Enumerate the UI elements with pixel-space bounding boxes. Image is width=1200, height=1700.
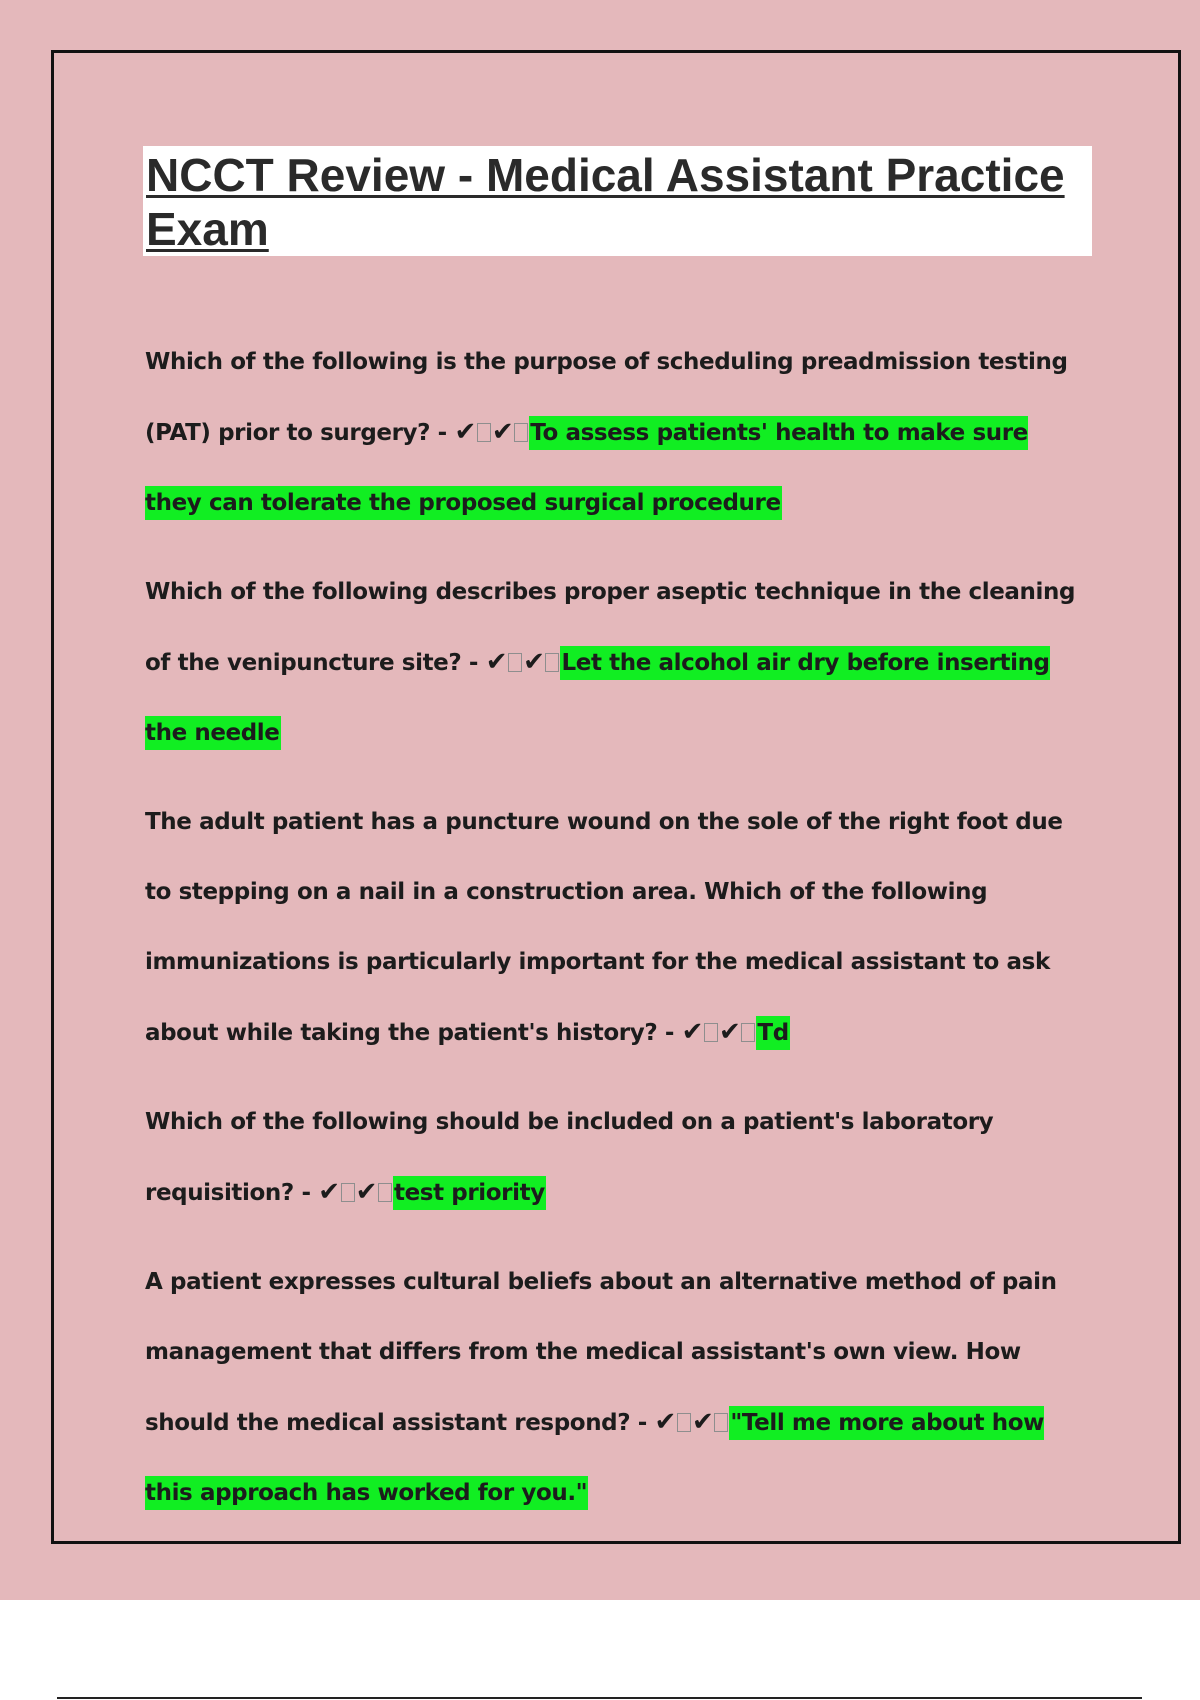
box-icon xyxy=(704,1023,718,1042)
answer-highlight: test priority xyxy=(393,1176,546,1210)
checkmark-icon: ✔ xyxy=(485,647,508,677)
page-title: NCCT Review - Medical Assistant Practice Exam xyxy=(146,149,1065,255)
qa-item xyxy=(145,787,1090,1068)
box-icon xyxy=(545,653,559,672)
answer-highlight: Let the alcohol air dry before inserting the needle xyxy=(145,646,1050,750)
question-text: Which of the following is the purpose of scheduling preadmission testing (PAT) prior to surgery? xyxy=(145,349,1068,446)
check-marks xyxy=(485,647,561,677)
box-icon xyxy=(677,1413,691,1432)
qa-item xyxy=(145,327,1090,538)
checkmark-icon: ✔ xyxy=(654,1407,676,1437)
checkmark-icon: ✔ xyxy=(454,417,476,447)
answer-separator: - xyxy=(657,1020,682,1046)
check-marks xyxy=(318,1177,393,1207)
answer-separator: - xyxy=(630,1410,655,1436)
box-icon xyxy=(477,423,491,442)
checkmark-icon: ✔ xyxy=(719,1017,741,1047)
question-text: Which of the following should be included on a patient's laboratory requisition? xyxy=(145,1109,994,1206)
qa-item xyxy=(145,1087,1090,1228)
check-marks xyxy=(454,417,529,447)
checkmark-icon: ✔ xyxy=(318,1177,340,1207)
qa-item xyxy=(145,1247,1090,1528)
checkmark-icon: ✔ xyxy=(691,1407,714,1437)
answer-highlight: To assess patients' health to make sure they can tolerate the proposed surgical procedure xyxy=(145,416,1028,520)
question-text: The adult patient has a puncture wound on the sole of the right foot due to stepping on a nail in a construction area. Which of the following immunizations is particularly important for the medical assistant to ask about while taking the patient's history? xyxy=(145,809,1063,1046)
qa-item xyxy=(145,557,1090,768)
answer-separator: - xyxy=(293,1180,319,1206)
checkmark-icon: ✔ xyxy=(681,1017,704,1047)
check-marks xyxy=(681,1017,757,1047)
checkmark-icon: ✔ xyxy=(355,1177,377,1207)
box-icon xyxy=(714,1413,728,1432)
box-icon xyxy=(378,1183,392,1202)
box-icon xyxy=(741,1023,755,1042)
box-icon xyxy=(508,653,522,672)
footer-divider xyxy=(57,1697,1142,1699)
checkmark-icon: ✔ xyxy=(523,647,545,677)
answer-separator: - xyxy=(461,650,486,676)
checkmark-icon: ✔ xyxy=(491,417,514,447)
qa-list xyxy=(145,327,1090,1528)
answer-highlight: "Tell me more about how this approach has worked for you." xyxy=(145,1406,1044,1510)
question-text: Which of the following describes proper aseptic technique in the cleaning of the venipuncture site? xyxy=(145,579,1076,676)
box-icon xyxy=(514,423,528,442)
box-icon xyxy=(341,1183,355,1202)
answer-highlight: Td xyxy=(756,1016,789,1050)
check-marks xyxy=(654,1407,730,1437)
answer-separator: - xyxy=(430,420,455,446)
question-text: A patient expresses cultural beliefs about an alternative method of pain management that differs from the medical assistant's own view. How should the medical assistant respond? xyxy=(145,1269,1057,1436)
